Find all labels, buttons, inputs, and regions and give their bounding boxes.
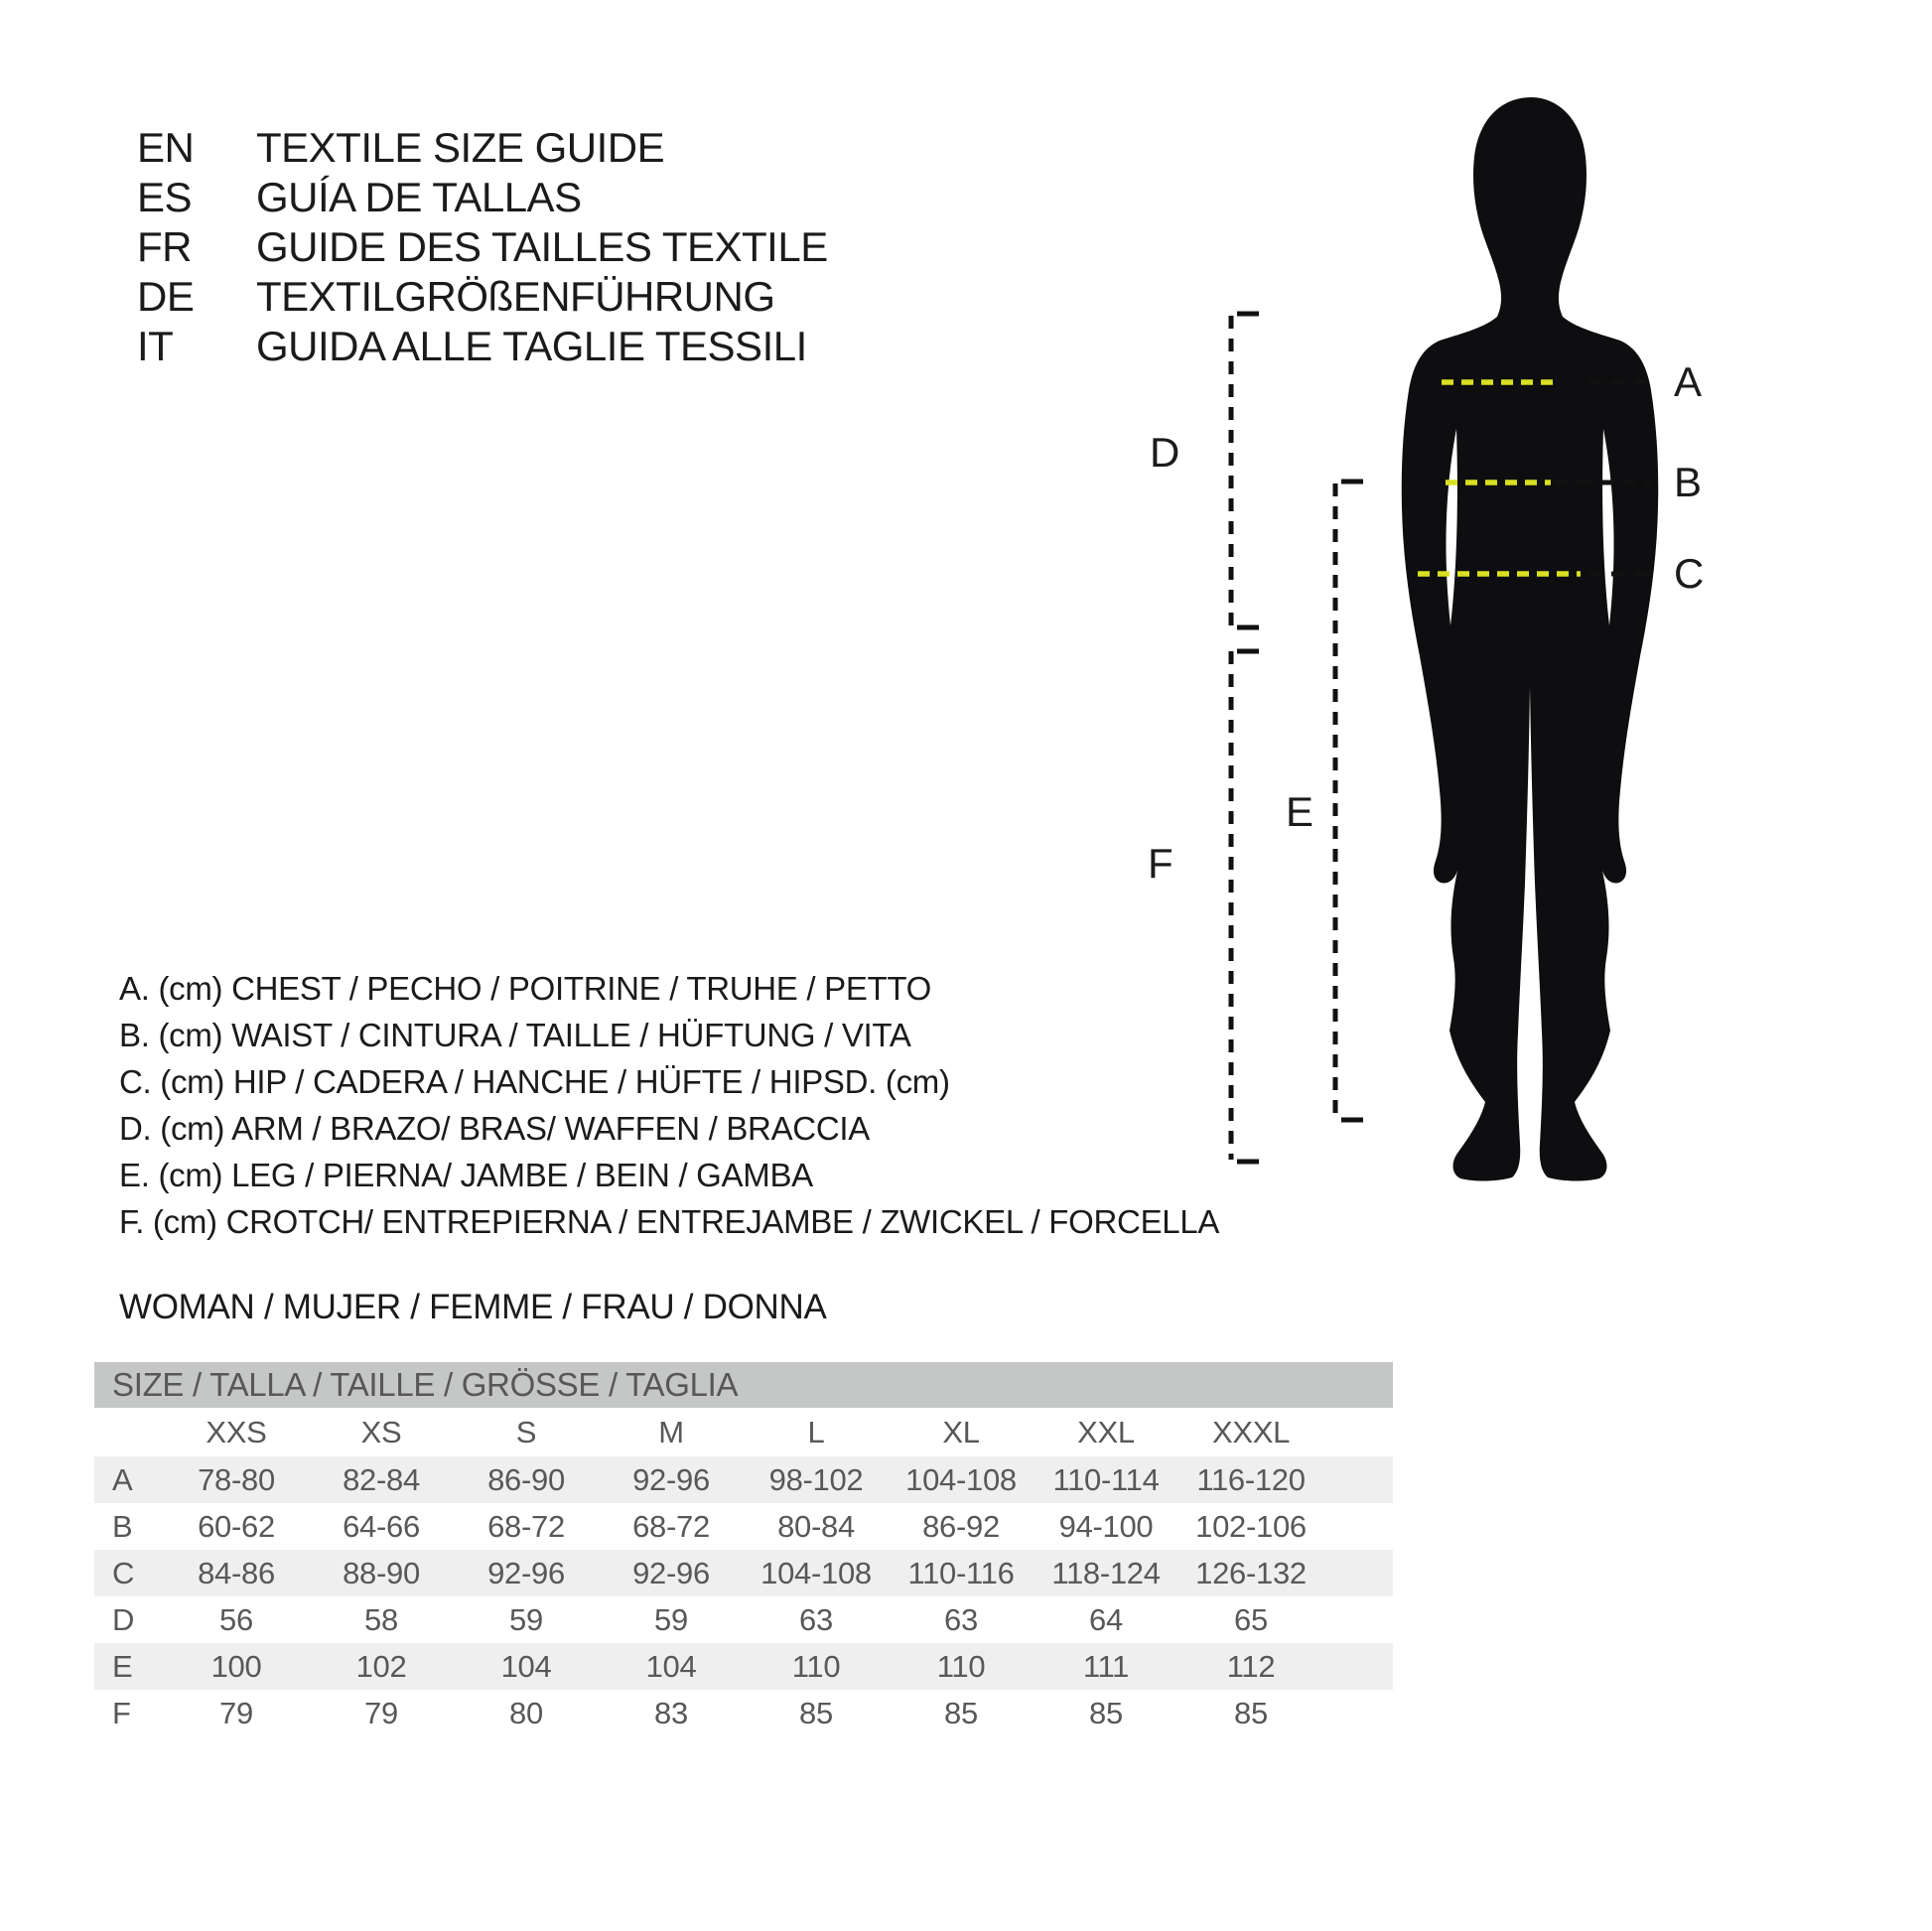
legend-item-leg: E. (cm) LEG / PIERNA/ JAMBE / BEIN / GAMBA bbox=[119, 1157, 813, 1193]
size-table bbox=[94, 1362, 1393, 1736]
table-cell: 64-66 bbox=[343, 1508, 420, 1544]
table-cell: 110 bbox=[936, 1648, 986, 1684]
table-row-leg bbox=[94, 1643, 1393, 1690]
legend-item-waist: B. (cm) WAIST / CINTURA / TAILLE / HÜFTUNG / VITA bbox=[119, 1017, 911, 1053]
table-cell: 92-96 bbox=[487, 1555, 565, 1590]
table-cell: 79 bbox=[219, 1695, 253, 1730]
table-cell: 110-116 bbox=[907, 1555, 1015, 1590]
table-cell: 65 bbox=[1234, 1601, 1268, 1637]
language-label: TEXTILGRÖßENFÜHRUNG bbox=[256, 273, 775, 320]
language-row bbox=[137, 322, 828, 371]
language-code: DE bbox=[137, 273, 195, 320]
measurement-legend bbox=[119, 965, 1219, 1245]
row-label: B bbox=[112, 1508, 133, 1544]
language-code: ES bbox=[137, 174, 193, 220]
language-label: GUÍA DE TALLAS bbox=[256, 174, 582, 220]
language-row bbox=[137, 173, 828, 222]
table-cell: 82-84 bbox=[343, 1461, 420, 1497]
table-cell: 104-108 bbox=[905, 1461, 1017, 1497]
label-crotch-f: F bbox=[1148, 840, 1173, 887]
table-cell: 78-80 bbox=[198, 1461, 275, 1497]
size-column-header: XS bbox=[360, 1414, 402, 1449]
label-chest-a: A bbox=[1674, 358, 1703, 405]
table-cell: 110 bbox=[791, 1648, 841, 1684]
table-cell: 68-72 bbox=[632, 1508, 710, 1544]
table-row-hip bbox=[94, 1550, 1393, 1596]
size-column-header: XXS bbox=[206, 1414, 267, 1449]
table-cell: 85 bbox=[1089, 1695, 1123, 1730]
table-cell: 116-120 bbox=[1196, 1461, 1306, 1497]
size-column-header: XXL bbox=[1077, 1414, 1135, 1449]
table-cell: 110-114 bbox=[1052, 1461, 1160, 1497]
table-cell: 59 bbox=[654, 1601, 688, 1637]
table-cell: 68-72 bbox=[487, 1508, 565, 1544]
table-cell: 112 bbox=[1226, 1648, 1276, 1684]
table-cell: 111 bbox=[1082, 1648, 1130, 1684]
table-cell: 88-90 bbox=[343, 1555, 420, 1590]
size-column-header: M bbox=[658, 1414, 684, 1449]
size-column-header: L bbox=[807, 1414, 825, 1449]
table-cell: 118-124 bbox=[1051, 1555, 1161, 1590]
language-label: GUIDE DES TAILLES TEXTILE bbox=[256, 223, 828, 270]
table-cell: 56 bbox=[219, 1601, 253, 1637]
table-cell: 60-62 bbox=[198, 1508, 275, 1544]
language-row bbox=[137, 272, 828, 322]
row-label: E bbox=[112, 1648, 133, 1684]
table-cell: 85 bbox=[944, 1695, 978, 1730]
table-cell: 84-86 bbox=[198, 1555, 275, 1590]
table-row-arm bbox=[94, 1596, 1393, 1643]
legend-item-chest: A. (cm) CHEST / PECHO / POITRINE / TRUHE / PETTO bbox=[119, 970, 932, 1007]
size-column-header: S bbox=[515, 1414, 537, 1449]
table-cell: 80 bbox=[509, 1695, 543, 1730]
table-cell: 104 bbox=[500, 1648, 552, 1684]
table-header-band bbox=[94, 1362, 1393, 1408]
table-cell: 83 bbox=[654, 1695, 688, 1730]
size-column-header: XL bbox=[942, 1414, 980, 1449]
language-row bbox=[137, 123, 828, 173]
legend-item-hip: C. (cm) HIP / CADERA / HANCHE / HÜFTE / HIPSD. (cm) bbox=[119, 1063, 950, 1100]
language-code: FR bbox=[137, 223, 192, 270]
table-cell: 94-100 bbox=[1058, 1508, 1154, 1544]
legend-item-arm: D. (cm) ARM / BRAZO/ BRAS/ WAFFEN / BRACCIA bbox=[119, 1110, 870, 1147]
table-cell: 80-84 bbox=[777, 1508, 855, 1544]
label-arm-d: D bbox=[1150, 429, 1180, 476]
table-cell: 92-96 bbox=[632, 1555, 710, 1590]
woman-silhouette bbox=[1402, 97, 1658, 1181]
label-leg-e: E bbox=[1286, 788, 1314, 835]
language-code: EN bbox=[137, 124, 195, 171]
row-label: C bbox=[112, 1555, 135, 1590]
label-waist-b: B bbox=[1674, 459, 1703, 505]
row-label: A bbox=[112, 1461, 133, 1497]
table-cell: 104-108 bbox=[760, 1555, 872, 1590]
table-cell: 85 bbox=[1234, 1695, 1268, 1730]
table-cell: 92-96 bbox=[632, 1461, 710, 1497]
table-cell: 64 bbox=[1089, 1601, 1123, 1637]
section-title-woman: WOMAN / MUJER / FEMME / FRAU / DONNA bbox=[119, 1288, 827, 1326]
table-row-chest bbox=[94, 1456, 1393, 1503]
size-column-header: XXXL bbox=[1211, 1414, 1291, 1449]
language-title-block bbox=[137, 123, 828, 371]
table-cell: 104 bbox=[645, 1648, 697, 1684]
table-row-crotch bbox=[94, 1690, 1393, 1736]
row-label: F bbox=[112, 1695, 131, 1730]
table-cell: 86-90 bbox=[487, 1461, 565, 1497]
table-cell: 59 bbox=[509, 1601, 543, 1637]
table-cell: 86-92 bbox=[922, 1508, 1000, 1544]
legend-item-crotch: F. (cm) CROTCH/ ENTREPIERNA / ENTREJAMBE / ZWICKEL / FORCELLA bbox=[119, 1203, 1220, 1240]
table-header-label: SIZE / TALLA / TAILLE / GRÖSSE / TAGLIA bbox=[112, 1366, 739, 1403]
language-row bbox=[137, 222, 828, 272]
row-label: D bbox=[112, 1601, 135, 1637]
table-cell: 126-132 bbox=[1195, 1555, 1307, 1590]
table-cell: 102-106 bbox=[1195, 1508, 1307, 1544]
language-label: GUIDA ALLE TAGLIE TESSILI bbox=[256, 323, 807, 369]
language-label: TEXTILE SIZE GUIDE bbox=[256, 124, 665, 171]
table-cell: 102 bbox=[355, 1648, 407, 1684]
size-columns-row bbox=[94, 1408, 1393, 1456]
table-row-waist bbox=[94, 1503, 1393, 1550]
table-cell: 100 bbox=[210, 1648, 262, 1684]
table-cell: 58 bbox=[364, 1601, 398, 1637]
table-cell: 63 bbox=[944, 1601, 978, 1637]
table-cell: 63 bbox=[799, 1601, 833, 1637]
table-cell: 98-102 bbox=[768, 1461, 864, 1497]
table-cell: 85 bbox=[799, 1695, 833, 1730]
table-cell: 79 bbox=[364, 1695, 398, 1730]
language-code: IT bbox=[137, 323, 174, 369]
label-hip-c: C bbox=[1674, 550, 1705, 597]
